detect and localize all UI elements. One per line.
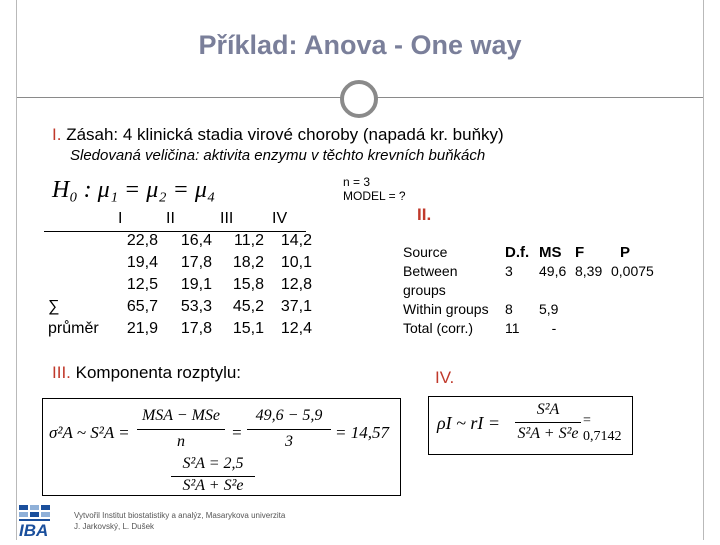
variance-lower-num: S²A = 2,5	[182, 455, 244, 472]
anova-p	[608, 319, 657, 338]
anova-ms: -	[551, 320, 557, 336]
anova-df: 8	[505, 301, 513, 317]
anova-f	[572, 319, 608, 338]
table-cell: 45,2	[232, 298, 264, 315]
intro-point	[52, 125, 504, 145]
table-row	[44, 252, 316, 274]
variance-den2: 3	[285, 433, 293, 450]
row-label	[44, 230, 114, 252]
table-cell: 15,8	[232, 276, 264, 293]
row-label	[44, 274, 114, 296]
anova-p	[608, 300, 657, 319]
table-cell: 21,9	[126, 320, 158, 337]
variance-num2: 49,6 − 5,9	[255, 407, 323, 424]
header-cell: I	[118, 210, 123, 227]
variance-result: = 14,57	[335, 423, 389, 442]
icc-lhs: ρI ~ rI =	[437, 413, 501, 433]
divider-ring-icon	[340, 80, 378, 118]
row-label-mean: průměr	[48, 320, 99, 337]
variance-den1: n	[177, 433, 185, 450]
table-row	[44, 318, 316, 340]
slide-title: Příklad: Anova - One way	[198, 30, 522, 60]
table-cell: 11,2	[234, 232, 264, 249]
table-cell: 12,4	[280, 320, 312, 337]
variance-formula-box	[42, 398, 401, 496]
anova-row	[400, 300, 657, 319]
variance-lhs: σ²A ~ S²A =	[49, 423, 130, 442]
anova-row	[400, 319, 657, 338]
anova-header-source: Source	[403, 244, 448, 260]
table-cell: 12,8	[280, 276, 312, 293]
intro-text: Zásah: 4 klinická stadia virové choroby (napadá kr. buňky)	[66, 125, 504, 144]
header-cell: IV	[272, 210, 288, 227]
table-cell: 14,2	[280, 232, 312, 249]
table-row	[44, 274, 316, 296]
note-n: n = 3	[343, 175, 371, 189]
table-cell: 17,8	[180, 254, 212, 271]
anova-df: 3	[505, 263, 513, 279]
frame-left-line	[16, 0, 17, 540]
variance-eq: =	[231, 423, 243, 442]
anova-f: 8,39	[575, 263, 603, 279]
anova-table	[400, 243, 657, 338]
null-hypothesis: H₀ : μ₁ = μ₂ = μ₄	[52, 177, 216, 203]
table-cell: 18,2	[232, 254, 264, 271]
anova-header-p: P	[620, 244, 631, 261]
anova-p: 0,0075	[611, 263, 654, 279]
table-header-row	[44, 208, 316, 230]
icc-formula-box	[428, 396, 633, 455]
table-cell: 53,3	[180, 298, 212, 315]
section-three-text: Komponenta rozptylu:	[75, 363, 242, 382]
frame-right-line	[703, 0, 704, 540]
header-cell: III	[220, 210, 234, 227]
anova-ms: 5,9	[539, 301, 559, 317]
intro-subtitle: Sledovaná veličina: aktivita enzymu v těchto krevních buňkách	[70, 147, 486, 164]
anova-f	[572, 300, 608, 319]
anova-header-row	[400, 243, 657, 262]
variance-fraction-line-2	[247, 429, 331, 430]
iba-logo	[17, 503, 57, 540]
variance-fraction-line-1	[137, 429, 225, 430]
table-row	[44, 230, 316, 252]
footer-line-2: J. Jarkovský, L. Dušek	[74, 522, 155, 531]
table-cell: 10,1	[280, 254, 312, 271]
section-two-label: II.	[417, 205, 432, 224]
notes-block	[343, 175, 406, 203]
anova-source: Within groups	[403, 301, 489, 317]
section-three-heading	[52, 363, 241, 383]
icc-result: = 0,7142	[583, 413, 622, 444]
anova-header-ms: MS	[539, 244, 562, 261]
table-cell: 65,7	[126, 298, 158, 315]
table-cell: 12,5	[126, 276, 158, 293]
intro-roman: I.	[52, 125, 62, 144]
table-cell: 37,1	[280, 298, 312, 315]
anova-df: 11	[505, 320, 520, 336]
table-cell: 17,8	[180, 320, 212, 337]
section-four-label: IV.	[435, 368, 455, 387]
variance-lower-den: S²A + S²e	[182, 477, 244, 494]
logo-text: IBA	[19, 521, 49, 540]
icc-fraction-line	[515, 422, 581, 423]
table-cell: 19,1	[180, 276, 212, 293]
footer-credits	[74, 510, 285, 532]
section-three-roman: III.	[52, 363, 71, 382]
icc-num: S²A	[536, 401, 560, 418]
row-label-sum: ∑	[48, 298, 60, 315]
anova-header-df: D.f.	[505, 244, 530, 261]
note-model: MODEL = ?	[343, 189, 406, 203]
anova-source: Between groups	[403, 263, 458, 298]
table-row	[44, 296, 316, 318]
anova-header-f: F	[575, 244, 585, 261]
anova-source: Total (corr.)	[403, 320, 474, 336]
anova-ms: 49,6	[539, 263, 567, 279]
row-label	[44, 252, 114, 274]
anova-row	[400, 262, 657, 300]
footer-line-1: Vytvořil Institut biostatistiky a analýz, Masarykova univerzita	[74, 511, 286, 520]
icc-den: S²A + S²e	[517, 425, 579, 442]
header-cell: II	[166, 210, 175, 227]
table-cell: 19,4	[126, 254, 158, 271]
data-table	[44, 208, 316, 340]
table-cell: 16,4	[180, 232, 212, 249]
table-cell: 22,8	[126, 232, 158, 249]
table-cell: 15,1	[232, 320, 264, 337]
variance-num1: MSA − MSe	[141, 407, 221, 424]
